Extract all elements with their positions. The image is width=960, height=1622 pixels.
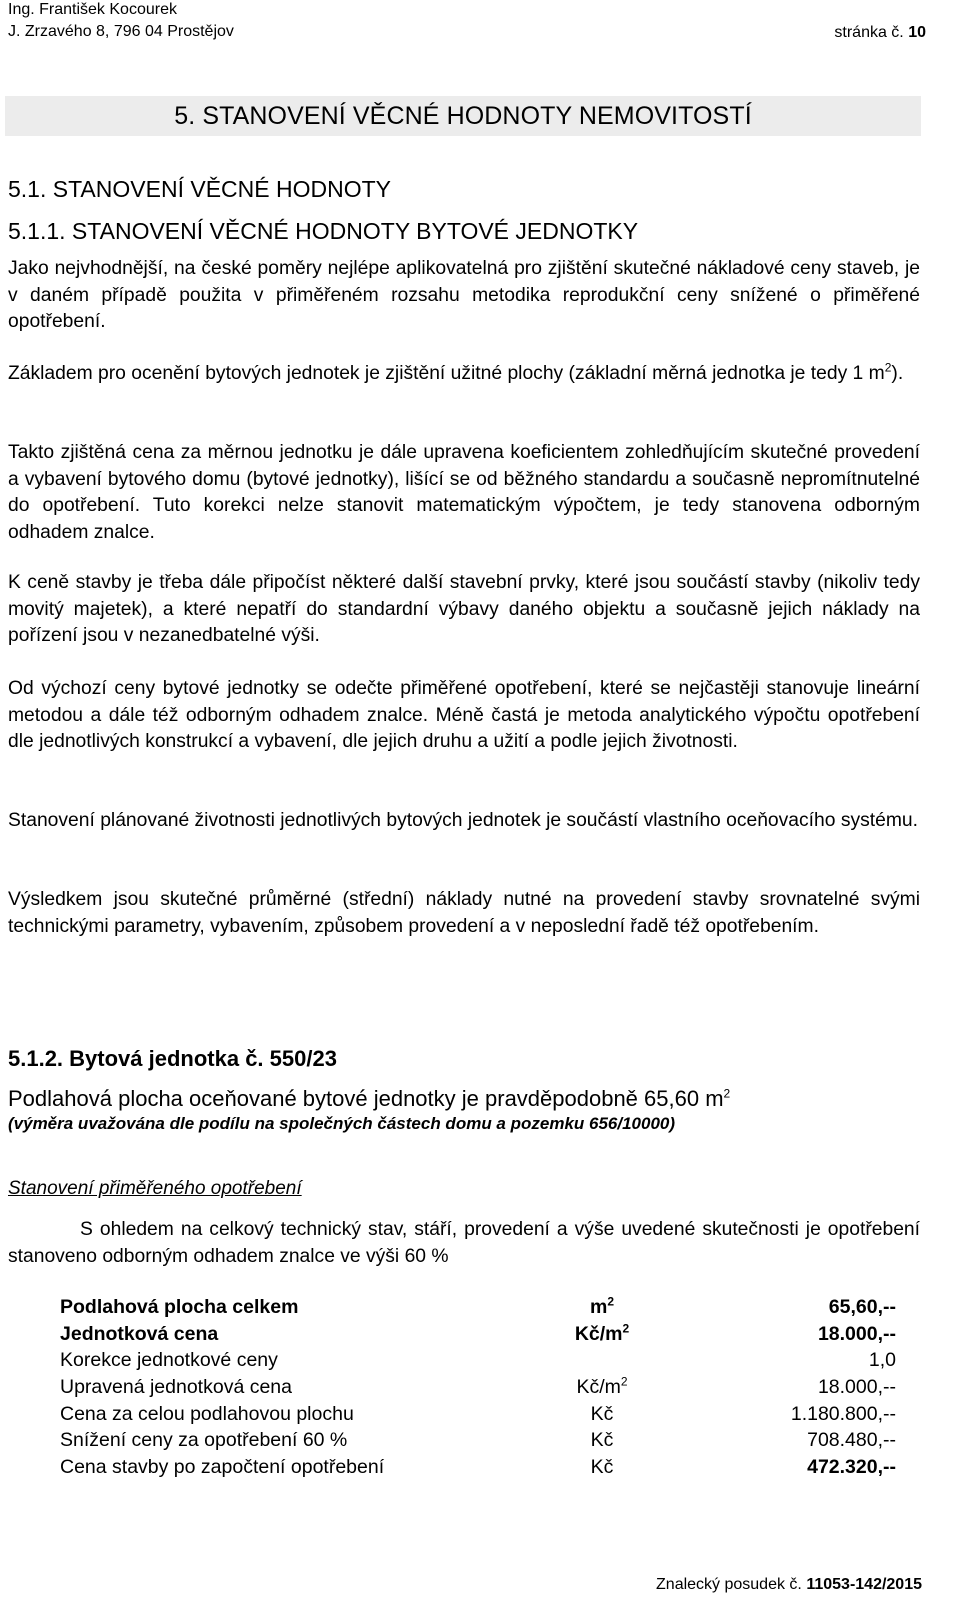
valuation-table	[60, 1294, 900, 1481]
table-row-value: 18.000,--	[817, 1322, 896, 1345]
table-row-unit: Kč	[590, 1456, 614, 1479]
table-row-unit: Kč	[590, 1402, 614, 1425]
paragraph-2-sup: 2	[884, 360, 892, 375]
table-row	[60, 1374, 900, 1401]
table-row-label: Jednotková cena	[60, 1322, 219, 1345]
table-row-unit: $Kč/m^2$	[574, 1321, 630, 1345]
page-label: stránka č.	[834, 24, 904, 41]
table-row	[60, 1294, 900, 1321]
table-row	[60, 1427, 900, 1454]
table-row-value: 472.320,--	[807, 1456, 896, 1479]
paragraph-2	[8, 361, 920, 388]
paragraph-1: Jako nejvhodnější, na české poměry nejlépe aplikovatelná pro zjištění skutečné nákladové ceny staveb, je v daném případě použita v přiměřeném rozsahu metodika reprodukční ceny snížené o přiměřené opotřebení.	[8, 258, 920, 332]
unit-section-title: 5.1.2. Bytová jednotka č. 550/23	[8, 1046, 337, 1071]
table-row-value: 1.180.800,--	[790, 1402, 896, 1425]
page-number-value: 10	[908, 24, 926, 41]
table-row-unit: $m^2$	[589, 1294, 615, 1318]
table-row-value: 18.000,--	[817, 1376, 896, 1399]
area-text-sup: 2	[723, 1086, 731, 1101]
header-address: J. Zrzavého 8, 796 04 Prostějov	[8, 23, 234, 40]
footer-label: Znalecký posudek č.	[656, 1576, 802, 1593]
page-number	[834, 24, 926, 42]
paragraph-2-text: Základem pro ocenění bytových jednotek je zjištění užitné plochy (základní měrná jednotka je tedy 1 m	[8, 363, 885, 384]
subsubsection-title: 5.1.1. STANOVENÍ VĚCNÉ HODNOTY BYTOVÉ JEDNOTKY	[8, 218, 639, 244]
subsection-title: 5.1. STANOVENÍ VĚCNÉ HODNOTY	[8, 176, 391, 202]
wear-text: S ohledem na celkový technický stav, stáří, provedení a výše uvedené skutečnosti je opotřebení stanoveno odborným odhadem znalce ve výši 60 %	[8, 1219, 920, 1267]
table-row-label: Cena stavby po započtení opotřebení	[60, 1456, 385, 1479]
table-row-label: Korekce jednotkové ceny	[60, 1349, 278, 1372]
wear-title: Stanovení přiměřeného opotřebení	[8, 1178, 302, 1199]
table-row-value: 1,0	[868, 1349, 896, 1372]
table-row-label: Podlahová plocha celkem	[60, 1296, 299, 1318]
table-row-value: 708.480,--	[807, 1429, 896, 1452]
table-row-unit-sup: 2	[622, 1321, 630, 1336]
table-row-label: Upravená jednotková cena	[60, 1376, 292, 1399]
paragraph-5: Od výchozí ceny bytové jednotky se odečte přiměřené opotřebení, které se nejčastěji stanovuje lineární metodou a dále též odborným odhadem znalce. Méně častá je metoda analytického výpočtu opotřebení dle jednotlivých konstrukcí a vybavení, dle jejich druhu a užití a podle jejich životnosti.	[8, 678, 920, 752]
table-row-unit-sup: 2	[620, 1374, 628, 1389]
table-row-value: 65,60,--	[828, 1296, 896, 1318]
paragraph-6: Stanovení plánované životnosti jednotlivých bytových jednotek je součástí vlastního oceňovacího systému.	[8, 810, 918, 831]
section-title-bar	[5, 96, 921, 136]
area-text	[8, 1086, 730, 1112]
paragraph-7: Výsledkem jsou skutečné průměrné (střední) náklady nutné na provedení stavby srovnatelné svými technickými parametry, vybavením, způsobem provedení a v neposlední řadě též opotřebením.	[8, 889, 920, 937]
table-row	[60, 1401, 900, 1428]
table-row-unit: Kč	[590, 1429, 614, 1452]
paragraph-4: K ceně stavby je třeba dále připočíst některé další stavební prvky, které jsou součástí stavby (nikoliv tedy movitý majetek), a které nepatří do standardní výbavy daného objektu a současně jejich náklady na pořízení jsou v nezanedbatelné výši.	[8, 572, 920, 646]
table-row-unit-sup: 2	[607, 1294, 615, 1309]
table-row	[60, 1321, 900, 1348]
paragraph-2-end: ).	[891, 363, 904, 384]
table-row	[60, 1347, 900, 1374]
table-row-unit: $Kč/m^2$	[576, 1374, 628, 1399]
table-row	[60, 1454, 900, 1481]
footer	[656, 1576, 922, 1594]
section-title: 5. STANOVENÍ VĚCNÉ HODNOTY NEMOVITOSTÍ	[174, 101, 752, 130]
table-row-label: Cena za celou podlahovou plochu	[60, 1402, 354, 1425]
paragraph-3: Takto zjištěná cena za měrnou jednotku je dále upravena koeficientem zohledňujícím skutečné provedení a vybavení bytového domu (bytové jednotky), lišící se od běžného standardu a současně nepromítnutelné do opotřebení. Tuto korekci nelze stanovit matematickým výpočtem, je tedy stanovena odborným odhadem znalce.	[8, 442, 920, 543]
area-note: (výměra uvažována dle podílu na společných částech domu a pozemku 656/10000)	[8, 1114, 676, 1133]
area-text-main: Podlahová plocha oceňované bytové jednotky je pravděpodobně 65,60 m	[8, 1086, 724, 1111]
header-author: Ing. František Kocourek	[8, 1, 177, 18]
footer-number: 11053-142/2015	[806, 1576, 922, 1593]
table-row-label: Snížení ceny za opotřebení 60 %	[60, 1429, 348, 1452]
